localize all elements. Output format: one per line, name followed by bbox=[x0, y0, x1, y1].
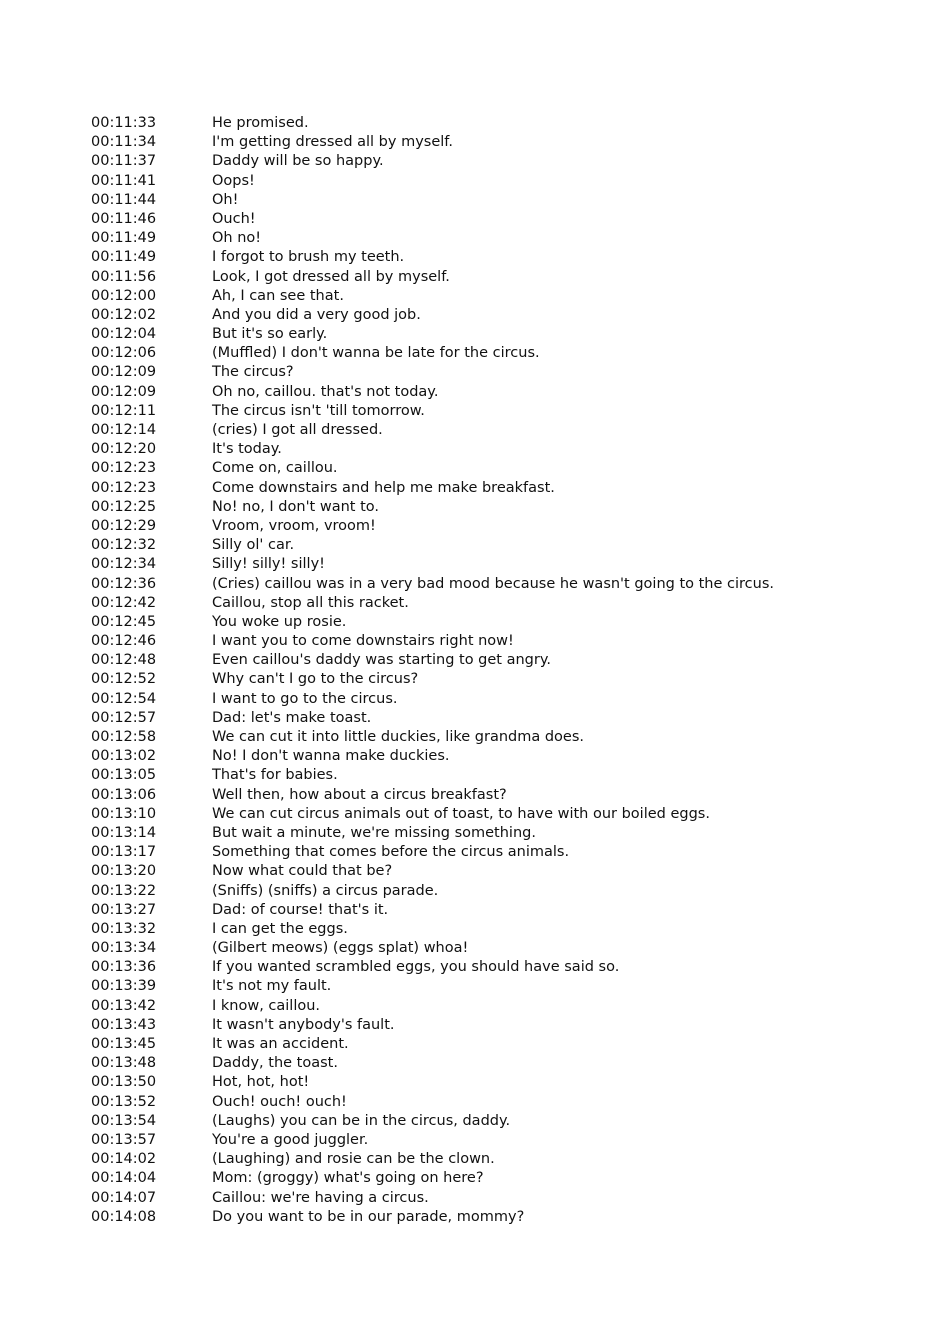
timestamp: 00:13:22 bbox=[91, 882, 157, 899]
timestamp: 00:13:43 bbox=[91, 1016, 157, 1033]
subtitle-text: And you did a very good job. bbox=[212, 306, 421, 323]
timestamp: 00:12:48 bbox=[91, 652, 157, 669]
timestamp: 00:13:42 bbox=[91, 997, 157, 1014]
subtitle-text: It's not my fault. bbox=[212, 978, 332, 995]
timestamp: 00:12:42 bbox=[91, 594, 157, 611]
timestamp: 00:11:34 bbox=[91, 134, 157, 151]
timestamp: 00:14:04 bbox=[91, 1170, 157, 1187]
subtitle-text: Dad: let's make toast. bbox=[212, 709, 372, 726]
transcript-row bbox=[91, 1093, 931, 1112]
transcript-row bbox=[91, 728, 931, 747]
transcript-row bbox=[91, 862, 931, 881]
timestamp: 00:12:52 bbox=[91, 671, 157, 688]
transcript-row bbox=[91, 709, 931, 728]
timestamp: 00:12:36 bbox=[91, 575, 157, 592]
transcript-row bbox=[91, 517, 931, 536]
subtitle-text: But it's so early. bbox=[212, 326, 328, 343]
subtitle-text: Oh no! bbox=[212, 230, 262, 247]
transcript-row bbox=[91, 383, 931, 402]
subtitle-text: Do you want to be in our parade, mommy? bbox=[212, 1208, 525, 1225]
timestamp: 00:11:37 bbox=[91, 153, 157, 170]
subtitle-text: No! I don't wanna make duckies. bbox=[212, 748, 450, 765]
transcript-row bbox=[91, 459, 931, 478]
subtitle-text: (Laughing) and rosie can be the clown. bbox=[212, 1151, 495, 1168]
transcript-row bbox=[91, 1035, 931, 1054]
timestamp: 00:13:36 bbox=[91, 959, 157, 976]
transcript-row bbox=[91, 786, 931, 805]
timestamp: 00:13:02 bbox=[91, 748, 157, 765]
timestamp: 00:12:00 bbox=[91, 287, 157, 304]
timestamp: 00:12:09 bbox=[91, 364, 157, 381]
timestamp: 00:13:48 bbox=[91, 1055, 157, 1072]
subtitle-text: Caillou, stop all this racket. bbox=[212, 594, 409, 611]
transcript-row bbox=[91, 1150, 931, 1169]
subtitle-text: The circus isn't 'till tomorrow. bbox=[212, 402, 425, 419]
transcript-row bbox=[91, 1169, 931, 1188]
transcript-row bbox=[91, 248, 931, 267]
transcript-list bbox=[91, 114, 931, 1227]
subtitle-text: It was an accident. bbox=[212, 1036, 349, 1052]
subtitle-text: Vroom, vroom, vroom! bbox=[212, 517, 376, 534]
transcript-row bbox=[91, 1073, 931, 1092]
timestamp: 00:12:45 bbox=[91, 613, 157, 630]
subtitle-text: The circus? bbox=[212, 364, 294, 381]
subtitle-text: Mom: (groggy) what's going on here? bbox=[212, 1170, 484, 1187]
transcript-row bbox=[91, 670, 931, 689]
timestamp: 00:13:57 bbox=[91, 1131, 157, 1148]
transcript-row bbox=[91, 805, 931, 824]
transcript-row bbox=[91, 1189, 931, 1208]
transcript-row bbox=[91, 344, 931, 363]
timestamp: 00:12:06 bbox=[91, 345, 157, 362]
timestamp: 00:12:04 bbox=[91, 326, 157, 343]
transcript-row bbox=[91, 843, 931, 862]
timestamp: 00:13:45 bbox=[91, 1036, 157, 1052]
timestamp: 00:12:14 bbox=[91, 422, 157, 438]
transcript-row bbox=[91, 920, 931, 939]
timestamp: 00:12:58 bbox=[91, 729, 157, 745]
transcript-row bbox=[91, 133, 931, 152]
transcript-row bbox=[91, 1208, 931, 1227]
subtitle-text: He promised. bbox=[212, 115, 309, 131]
transcript-row bbox=[91, 1054, 931, 1073]
subtitle-text: No! no, I don't want to. bbox=[212, 498, 379, 515]
subtitle-text: Hot, hot, hot! bbox=[212, 1074, 310, 1091]
timestamp: 00:11:49 bbox=[91, 230, 157, 247]
subtitle-text: I'm getting dressed all by myself. bbox=[212, 134, 453, 151]
timestamp: 00:14:08 bbox=[91, 1208, 157, 1225]
subtitle-text: Caillou: we're having a circus. bbox=[212, 1189, 429, 1206]
transcript-row bbox=[91, 690, 931, 709]
timestamp: 00:12:57 bbox=[91, 709, 157, 726]
subtitle-text: Why can't I go to the circus? bbox=[212, 671, 419, 688]
subtitle-text: But wait a minute, we're missing something. bbox=[212, 824, 536, 841]
transcript-row bbox=[91, 325, 931, 344]
timestamp: 00:11:33 bbox=[91, 115, 157, 131]
subtitle-text: You woke up rosie. bbox=[212, 613, 347, 630]
transcript-row bbox=[91, 229, 931, 248]
transcript-row bbox=[91, 440, 931, 459]
timestamp: 00:12:29 bbox=[91, 517, 157, 534]
transcript-row bbox=[91, 939, 931, 958]
subtitle-text: Oh! bbox=[212, 191, 239, 208]
timestamp: 00:14:02 bbox=[91, 1151, 157, 1168]
transcript-row bbox=[91, 766, 931, 785]
subtitle-text: Daddy will be so happy. bbox=[212, 153, 384, 170]
subtitle-text: (Muffled) I don't wanna be late for the circus. bbox=[212, 345, 540, 362]
timestamp: 00:13:10 bbox=[91, 805, 157, 822]
transcript-row bbox=[91, 958, 931, 977]
timestamp: 00:13:32 bbox=[91, 920, 157, 937]
subtitle-text: Come on, caillou. bbox=[212, 460, 338, 477]
timestamp: 00:11:46 bbox=[91, 210, 157, 227]
subtitle-text: That's for babies. bbox=[212, 767, 338, 784]
timestamp: 00:12:23 bbox=[91, 479, 157, 496]
timestamp: 00:11:49 bbox=[91, 249, 157, 266]
subtitle-text: Come downstairs and help me make breakfast. bbox=[212, 479, 555, 496]
subtitle-text: I know, caillou. bbox=[212, 997, 321, 1014]
timestamp: 00:12:09 bbox=[91, 383, 157, 400]
subtitle-text: Oops! bbox=[212, 172, 255, 189]
timestamp: 00:13:39 bbox=[91, 978, 157, 995]
transcript-row bbox=[91, 1016, 931, 1035]
timestamp: 00:11:44 bbox=[91, 191, 157, 208]
transcript-row bbox=[91, 363, 931, 382]
transcript-row bbox=[91, 421, 931, 440]
transcript-row bbox=[91, 901, 931, 920]
timestamp: 00:12:25 bbox=[91, 498, 157, 515]
transcript-row bbox=[91, 977, 931, 996]
timestamp: 00:13:14 bbox=[91, 824, 157, 841]
transcript-row bbox=[91, 651, 931, 670]
transcript-row bbox=[91, 575, 931, 594]
timestamp: 00:13:06 bbox=[91, 786, 157, 803]
timestamp: 00:11:56 bbox=[91, 268, 157, 285]
subtitle-text: We can cut circus animals out of toast, to have with our boiled eggs. bbox=[212, 805, 710, 822]
subtitle-text: I forgot to brush my teeth. bbox=[212, 249, 405, 266]
transcript-row bbox=[91, 536, 931, 555]
subtitle-text: It's today. bbox=[212, 441, 282, 458]
timestamp: 00:13:50 bbox=[91, 1074, 157, 1091]
transcript-row bbox=[91, 172, 931, 191]
transcript-row bbox=[91, 479, 931, 498]
subtitle-text: Silly ol' car. bbox=[212, 537, 295, 554]
timestamp: 00:13:17 bbox=[91, 844, 157, 861]
transcript-row bbox=[91, 613, 931, 632]
subtitle-text: Oh no, caillou. that's not today. bbox=[212, 383, 439, 400]
subtitle-text: I want you to come downstairs right now! bbox=[212, 633, 514, 650]
timestamp: 00:12:02 bbox=[91, 306, 157, 323]
subtitle-text: Something that comes before the circus animals. bbox=[212, 844, 570, 861]
transcript-row bbox=[91, 824, 931, 843]
subtitle-text: (Cries) caillou was in a very bad mood because he wasn't going to the circus. bbox=[212, 575, 774, 592]
transcript-row bbox=[91, 747, 931, 766]
transcript-row bbox=[91, 498, 931, 517]
subtitle-text: Well then, how about a circus breakfast? bbox=[212, 786, 507, 803]
timestamp: 00:11:41 bbox=[91, 172, 157, 189]
transcript-row bbox=[91, 306, 931, 325]
subtitle-text: If you wanted scrambled eggs, you should have said so. bbox=[212, 959, 620, 976]
transcript-row bbox=[91, 287, 931, 306]
subtitle-text: I want to go to the circus. bbox=[212, 690, 398, 707]
transcript-row bbox=[91, 555, 931, 574]
subtitle-text: I can get the eggs. bbox=[212, 920, 348, 937]
transcript-row bbox=[91, 152, 931, 171]
subtitle-text: Even caillou's daddy was starting to get angry. bbox=[212, 652, 551, 669]
transcript-row bbox=[91, 997, 931, 1016]
transcript-row bbox=[91, 114, 931, 133]
transcript-row bbox=[91, 210, 931, 229]
timestamp: 00:12:11 bbox=[91, 402, 157, 419]
subtitle-text: Look, I got dressed all by myself. bbox=[212, 268, 450, 285]
subtitle-text: Ouch! bbox=[212, 210, 256, 227]
subtitle-text: (cries) I got all dressed. bbox=[212, 422, 383, 438]
subtitle-text: Daddy, the toast. bbox=[212, 1055, 338, 1072]
timestamp: 00:12:23 bbox=[91, 460, 157, 477]
transcript-row bbox=[91, 268, 931, 287]
transcript-row bbox=[91, 402, 931, 421]
timestamp: 00:13:05 bbox=[91, 767, 157, 784]
subtitle-text: (Gilbert meows) (eggs splat) whoa! bbox=[212, 940, 469, 957]
timestamp: 00:13:52 bbox=[91, 1093, 157, 1110]
timestamp: 00:14:07 bbox=[91, 1189, 157, 1206]
subtitle-text: You're a good juggler. bbox=[212, 1131, 369, 1148]
timestamp: 00:13:20 bbox=[91, 863, 157, 880]
timestamp: 00:12:20 bbox=[91, 441, 157, 458]
timestamp: 00:13:27 bbox=[91, 901, 157, 918]
subtitle-text: It wasn't anybody's fault. bbox=[212, 1016, 395, 1033]
subtitle-text: Now what could that be? bbox=[212, 863, 393, 880]
transcript-row bbox=[91, 882, 931, 901]
subtitle-text: (Laughs) you can be in the circus, daddy. bbox=[212, 1112, 511, 1129]
transcript-row bbox=[91, 1112, 931, 1131]
subtitle-text: Dad: of course! that's it. bbox=[212, 901, 389, 918]
subtitle-text: Silly! silly! silly! bbox=[212, 556, 325, 573]
timestamp: 00:13:34 bbox=[91, 940, 157, 957]
transcript-row bbox=[91, 632, 931, 651]
transcript-row bbox=[91, 191, 931, 210]
timestamp: 00:12:32 bbox=[91, 537, 157, 554]
subtitle-text: We can cut it into little duckies, like grandma does. bbox=[212, 729, 585, 745]
subtitle-text: Ouch! ouch! ouch! bbox=[212, 1093, 347, 1110]
timestamp: 00:12:46 bbox=[91, 633, 157, 650]
timestamp: 00:13:54 bbox=[91, 1112, 157, 1129]
timestamp: 00:12:34 bbox=[91, 556, 157, 573]
timestamp: 00:12:54 bbox=[91, 690, 157, 707]
subtitle-text: Ah, I can see that. bbox=[212, 287, 344, 304]
transcript-row bbox=[91, 1131, 931, 1150]
transcript-row bbox=[91, 594, 931, 613]
subtitle-text: (Sniffs) (sniffs) a circus parade. bbox=[212, 882, 439, 899]
